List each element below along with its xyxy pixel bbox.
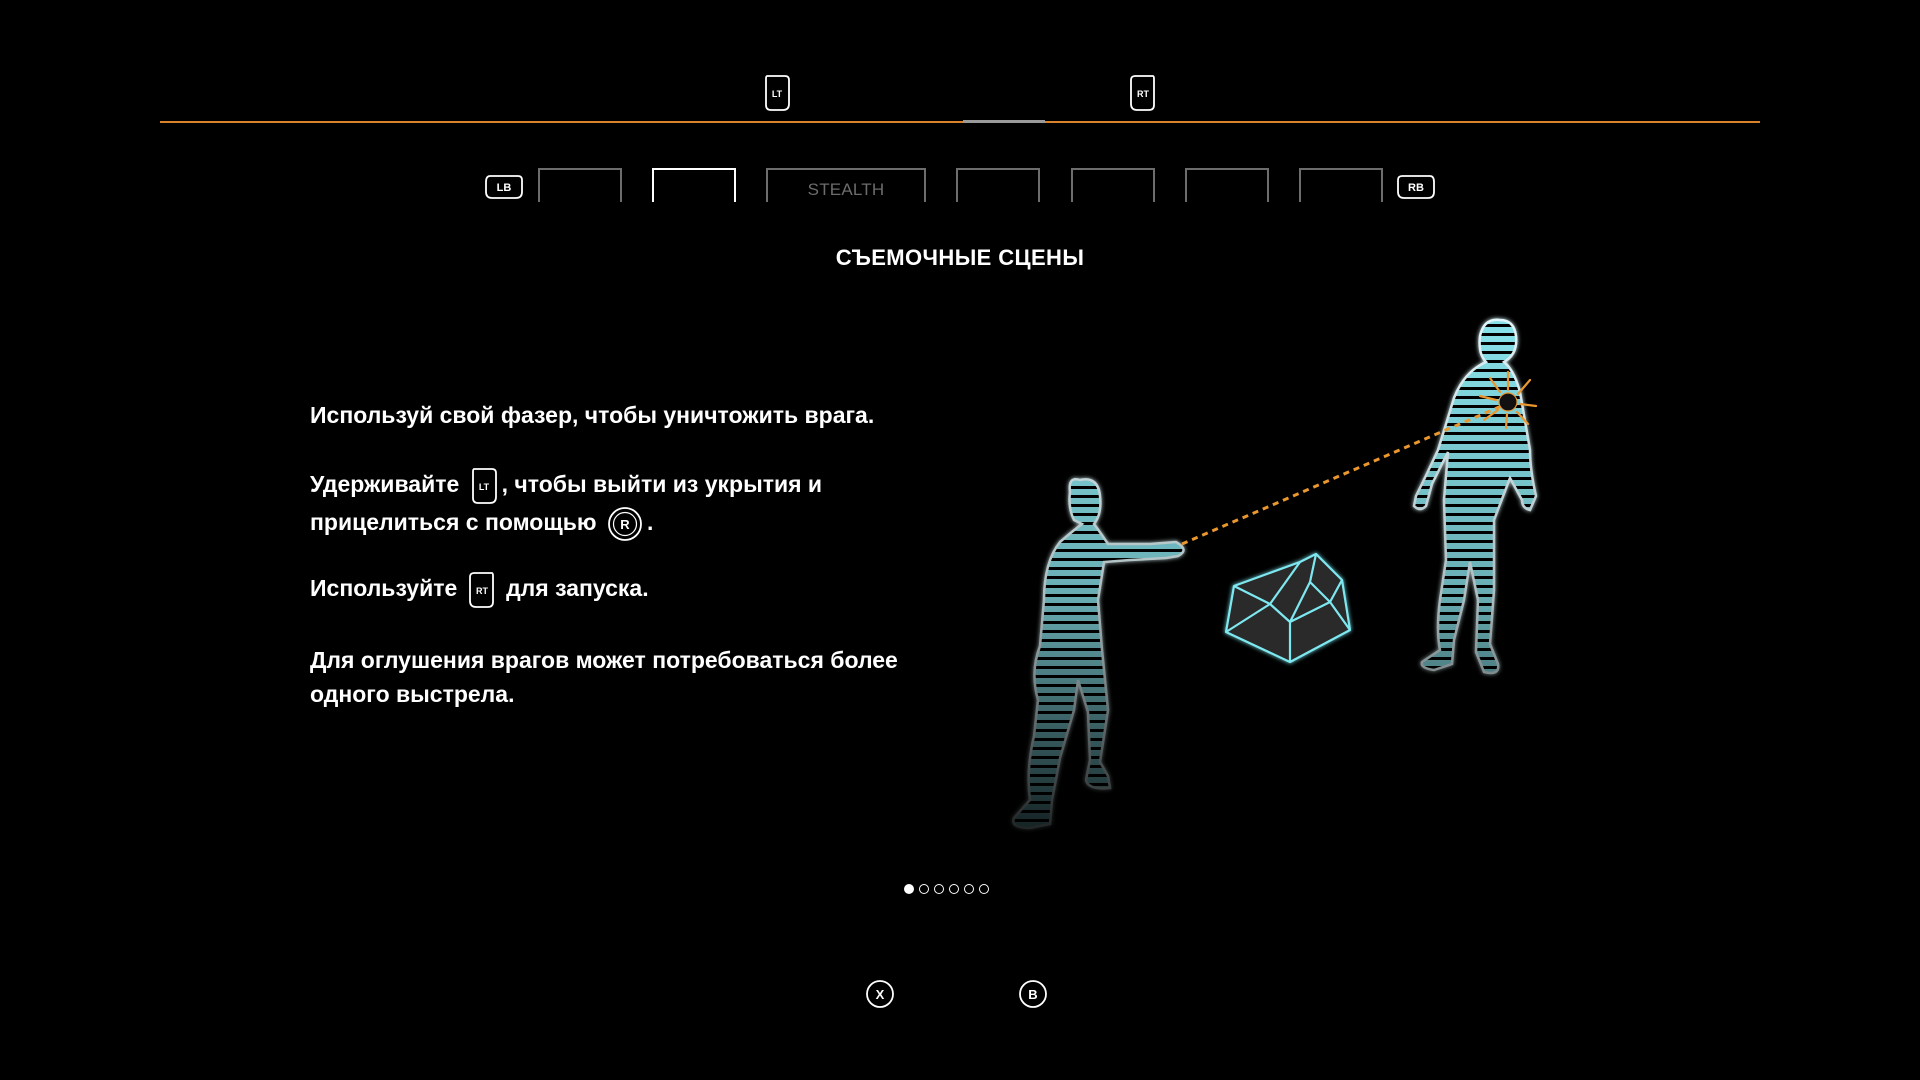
tab-4[interactable] <box>956 168 1040 202</box>
tab-7[interactable] <box>1299 168 1383 202</box>
svg-text:X: X <box>875 987 885 1002</box>
svg-text:RB: RB <box>1408 182 1424 194</box>
svg-text:RT: RT <box>475 586 488 596</box>
rt-trigger-icon <box>468 571 496 609</box>
svg-text:R: R <box>620 516 630 532</box>
header-divider <box>160 121 1760 123</box>
shooter-figure <box>1013 479 1183 828</box>
instruction-4 <box>310 643 970 711</box>
instruction-3-pre: Используйте <box>310 575 458 602</box>
tab-stealth[interactable] <box>766 168 926 202</box>
x-button-icon[interactable] <box>865 979 895 1009</box>
tab-1[interactable] <box>538 168 622 202</box>
svg-text:B: B <box>1028 987 1038 1002</box>
page-dot-3[interactable] <box>934 884 944 894</box>
instruction-1 <box>310 398 970 432</box>
tab-2[interactable] <box>652 168 736 202</box>
lb-bumper-icon[interactable] <box>484 174 524 200</box>
tab-5[interactable] <box>1071 168 1155 202</box>
phaser-tutorial-illustration <box>990 300 1590 845</box>
cover-rock <box>1226 554 1350 662</box>
b-button-icon[interactable] <box>1018 979 1048 1009</box>
pagination-dots[interactable] <box>904 884 989 894</box>
page-dot-6[interactable] <box>979 884 989 894</box>
rt-trigger-icon[interactable] <box>1129 74 1157 112</box>
instruction-3 <box>310 571 970 609</box>
header-divider-highlight <box>963 120 1045 123</box>
svg-text:LT: LT <box>478 482 489 492</box>
page-dot-5[interactable] <box>964 884 974 894</box>
instruction-4-text: Для оглушения врагов может потребоваться более одного выстрела. <box>310 647 898 707</box>
instruction-1-text: Используй свой фазер, чтобы уничтожить врага. <box>310 402 875 428</box>
page-dot-4[interactable] <box>949 884 959 894</box>
rb-bumper-icon[interactable] <box>1396 174 1436 200</box>
tab-6[interactable] <box>1185 168 1269 202</box>
page-title: СЪЕМОЧНЫЕ СЦЕНЫ <box>835 245 1085 270</box>
tab-label: STEALTH <box>807 180 885 199</box>
lt-trigger-icon[interactable] <box>763 74 791 112</box>
instruction-2-pre: Удерживайте <box>310 471 460 498</box>
instruction-2-mid: , чтобы выйти из укрытия и прицелиться с помощью <box>310 471 823 535</box>
page-dot-1[interactable] <box>904 884 914 894</box>
instruction-3-post: для запуска. <box>506 575 649 602</box>
target-figure <box>1414 320 1536 673</box>
page-dot-2[interactable] <box>919 884 929 894</box>
instruction-2-end: . <box>646 509 654 535</box>
svg-text:LB: LB <box>496 182 512 194</box>
instruction-2 <box>310 467 970 542</box>
right-stick-icon <box>607 506 643 542</box>
svg-text:RT: RT <box>1137 89 1149 99</box>
lt-trigger-icon <box>470 467 498 505</box>
svg-text:LT: LT <box>771 89 783 99</box>
